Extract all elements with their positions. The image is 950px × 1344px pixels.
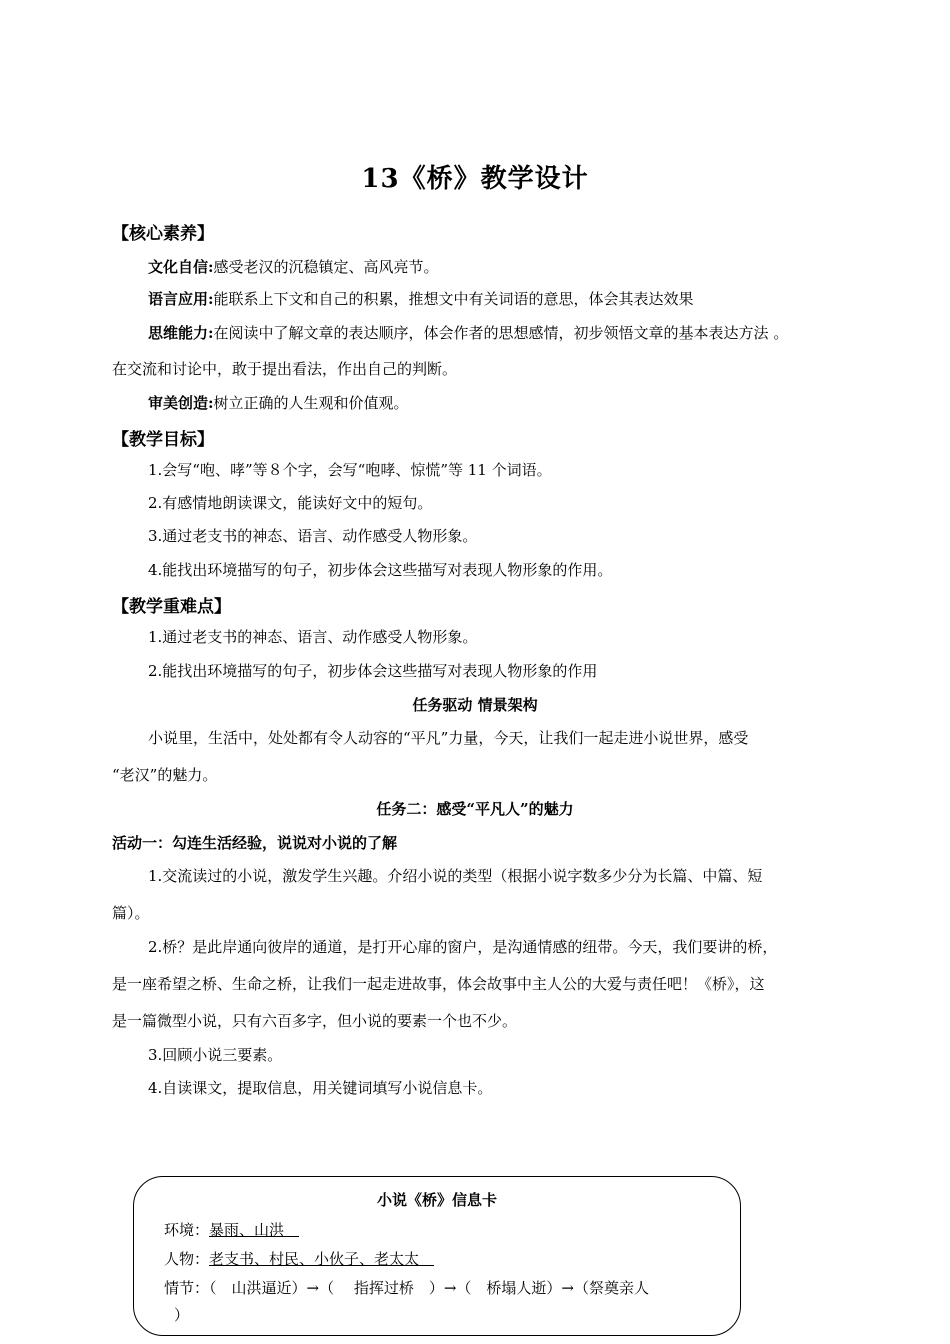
section-heading-keypoints: 【教学重难点】	[112, 597, 231, 617]
activity-paragraph: 是一篇微型小说，只有六百多字，但小说的要素一个也不少。	[112, 1012, 518, 1030]
section-heading-core: 【核心素养】	[112, 224, 214, 244]
activity-paragraph: 是一座希望之桥、生命之桥，让我们一起走进故事，体会故事中主人公的大爱与责任吧！《桥》，这	[112, 975, 765, 993]
activity-paragraph: 4.自读课文，提取信息，用关键词填写小说信息卡。	[148, 1079, 493, 1097]
info-card-plot-end: ）	[174, 1306, 190, 1324]
goal-item: 1.会写“咆、哮”等８个字，会写“咆哮、惊慌”等 11 个词语。	[148, 461, 552, 479]
core-text: 能联系上下文和自己的积累，推想文中有关词语的意思，体会其表达效果	[213, 290, 694, 308]
core-item-thinking	[148, 322, 788, 343]
core-label: 思维能力:	[148, 324, 214, 342]
core-text: 树立正确的人生观和价值观。	[213, 394, 409, 412]
goal-item: 4.能找出环境描写的句子，初步体会这些描写对表现人物形象的作用。	[148, 561, 613, 579]
core-label: 文化自信:	[148, 258, 214, 276]
activity-paragraph: 2.桥？是此岸通向彼岸的通道，是打开心扉的窗户，是沟通情感的纽带。今天，我们要讲的桥，	[148, 938, 778, 956]
info-card-environment	[164, 1219, 299, 1240]
section-heading-goals: 【教学目标】	[112, 430, 214, 450]
task-drive-line: “老汉”的魅力。	[112, 766, 218, 784]
core-text: 在阅读中了解文章的表达顺序，体会作者的思想感情，初步领悟文章的基本表达方法 。	[213, 324, 789, 342]
info-card-plot	[164, 1277, 649, 1298]
task-drive-heading: 任务驱动 情景架构	[412, 696, 538, 714]
activity-paragraph: 1.交流读过的小说，激发学生兴趣。介绍小说的类型（根据小说字数多少分为长篇、中篇、短	[148, 867, 763, 885]
activity-paragraph: 篇）。	[112, 904, 150, 922]
core-text: 感受老汉的沉稳镇定、高风亮节。	[213, 258, 439, 276]
card-value: 暴雨、山洪	[209, 1221, 300, 1239]
keypoint-item: 2.能找出环境描写的句子，初步体会这些描写对表现人物形象的作用	[148, 662, 598, 680]
core-label: 审美创造:	[148, 394, 214, 412]
task-drive-line: 小说里，生活中，处处都有令人动容的“平凡”力量，今天，让我们一起走进小说世界，感受	[148, 729, 749, 747]
activity-heading: 活动一：勾连生活经验，说说对小说的了解	[112, 834, 398, 852]
core-item-language	[148, 288, 694, 309]
core-label: 语言应用:	[148, 290, 214, 308]
card-label: 情节：	[164, 1279, 210, 1297]
info-card	[133, 1176, 741, 1336]
core-item-thinking-cont: 在交流和讨论中，敢于提出看法，作出自己的判断。	[112, 360, 458, 378]
core-item-culture	[148, 256, 439, 277]
card-value: 老支书、村民、小伙子、老太太	[209, 1250, 435, 1268]
keypoint-item: 1.通过老支书的神态、语言、动作感受人物形象。	[148, 628, 478, 646]
page-title: 13《桥》教学设计	[361, 164, 589, 194]
task2-heading: 任务二：感受“平凡人”的魅力	[376, 800, 574, 818]
goal-item: 3.通过老支书的神态、语言、动作感受人物形象。	[148, 527, 478, 545]
card-label: 环境：	[164, 1221, 210, 1239]
goal-item: 2.有感情地朗读课文，能读好文中的短句。	[148, 494, 433, 512]
core-item-aesthetic	[148, 392, 409, 413]
info-card-title: 小说《桥》信息卡	[376, 1191, 497, 1209]
card-label: 人物：	[164, 1250, 210, 1268]
card-value: （ 山洪逼近）→（ 指挥过桥 ）→（ 桥塌人逝）→（祭奠亲人	[209, 1279, 649, 1297]
activity-paragraph: 3.回顾小说三要素。	[148, 1046, 283, 1064]
info-card-people	[164, 1248, 434, 1269]
